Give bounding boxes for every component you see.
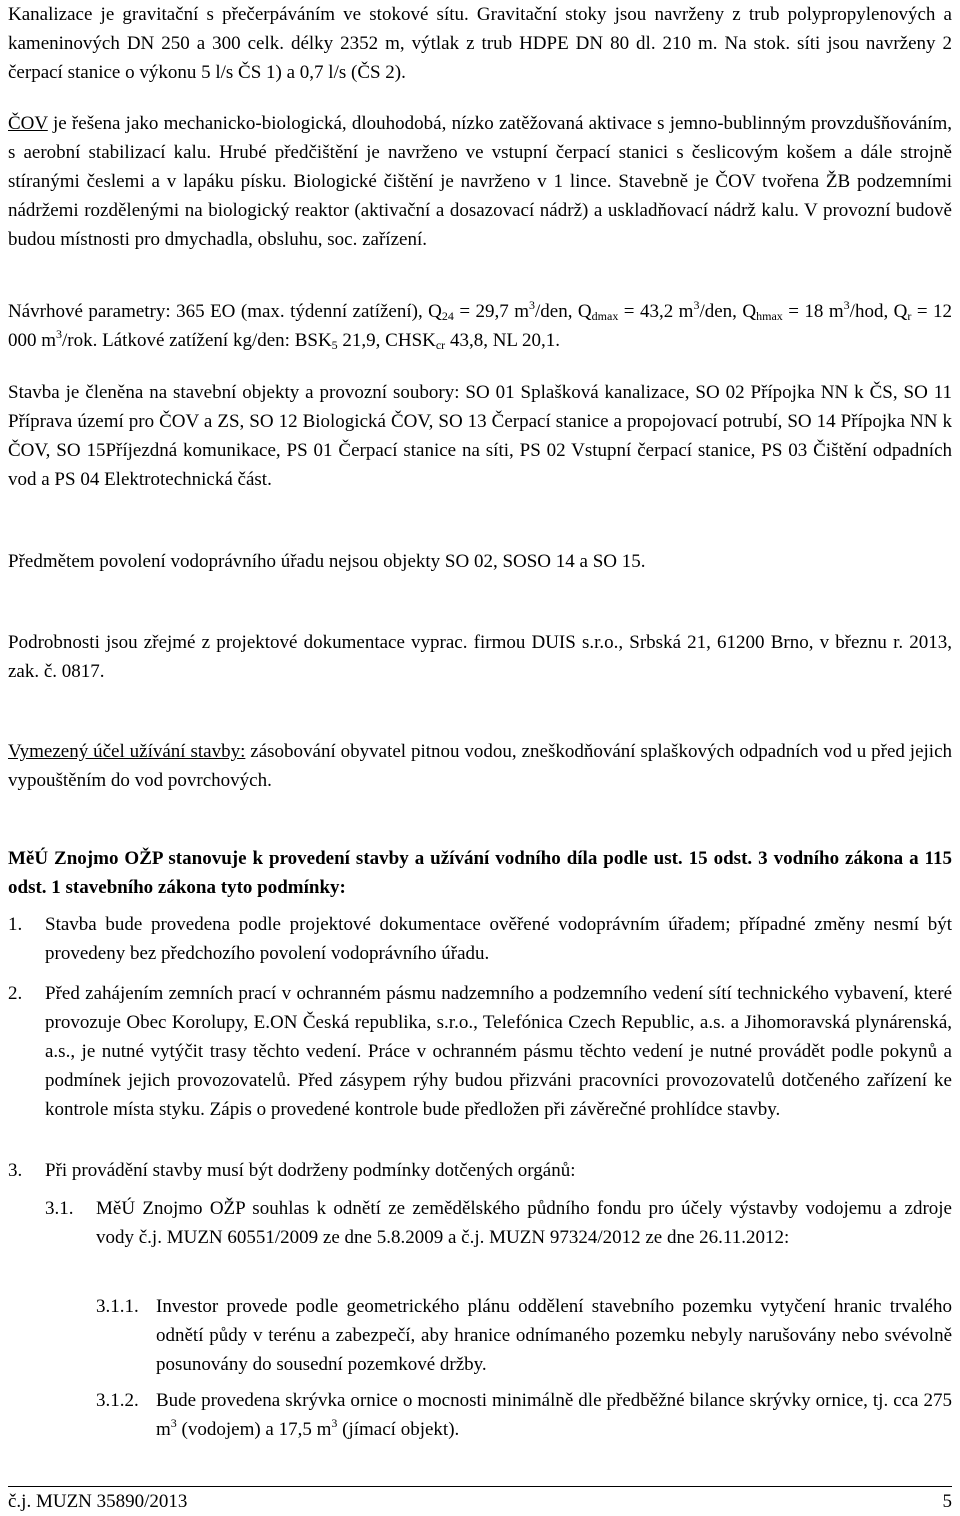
list-item: Stavba bude provedena podle projektové dokumentace ověřené vodoprávním úřadem; případné změny nesmí být provedeny bez předchozího povolení vodoprávního úřadu. — [45, 914, 952, 964]
paragraph-wwtp: ČOV je řešena jako mechanicko-biologická, dlouhodobá, nízko zatěžovaná aktivace s jemno-bublinným provzdušňováním, s aerobní stabilizací kalu. Hrubé předčištění je navrženo ve vstupní čerpací stanici s česlicovým košem a dále strojně stíranými česlemi a v lapáku písku. Biologické čištění je navrženo v 1 lince. Stavebně je ČOV tvořena ŽB podzemními nádržemi rozdělenými na biologický reaktor (aktivační a dosazovací nádrž) a uskladňovací nádrž kalu. V provozní budově budou místnosti pro dmychadla, obsluhu, soc. zařízení. — [8, 113, 952, 250]
sub-item-number: 3.1. — [45, 1198, 74, 1219]
paragraph-design-parameters: Návrhové parametry: 365 EO (max. týdenní zatížení), $Q_{24} = 29,7$ $m^3$/den, $Q_{dmax} = 43,2$ $m^3$/den, $Q_{hmax} = 18$ $m^3$/hod, $Q_r = 12$ 000 $m^3$/rok. Látkové zatížení kg/den: $BSK_5$ 21,9, $CHSK_{cr}$ 43,8, NL 20,1. — [8, 298, 953, 352]
sub-item-number: 3.1.2. — [96, 1390, 139, 1411]
list-item-number: 2. — [8, 983, 23, 1004]
list-item: Při provádění stavby musí být dodrženy podmínky dotčených orgánů: — [45, 1160, 576, 1181]
paragraph-project-documentation: Podrobnosti jsou zřejmé z projektové dokumentace vyprac. firmou DUIS s.r.o., Srbská 21, 61200 Brno, v březnu r. 2013, zak. č. 0817. — [8, 632, 952, 682]
list-item-number: 3. — [8, 1160, 23, 1181]
paragraph-building-objects: Stavba je členěna na stavební objekty a provozní soubory: SO 01 Splašková kanalizace, SO 02 Přípojka NN k ČS, SO 11 Příprava území pro ČOV a ZS, SO 12 Biologická ČOV, SO 13 Čerpací stanice a propojovací potrubí, SO 14 Přípojka NN k ČOV, SO 15Příjezdná komunikace, PS 01 Čerpací stanice na síti, PS 02 Vstupní čerpací stanice, PS 03 Čištění odpadních vod a PS 04 Elektrotechnická část. — [8, 382, 952, 490]
sub-item-number: 3.1.1. — [96, 1296, 139, 1317]
list-item-number: 1. — [8, 914, 23, 935]
sub-item-3-1: MěÚ Znojmo OŽP souhlas k odnětí ze zemědělského půdního fondu pro účely výstavby vodojemu a zdroje vody č.j. MUZN 60551/2009 ze dne 5.8.2009 a č.j. MUZN 97324/2012 ze dne 26.11.2012: — [96, 1198, 952, 1248]
paragraph-sewerage: Kanalizace je gravitační s přečerpáváním ve stokové sítu. Gravitační stoky jsou navrženy z trub polypropylenových a kameninových DN 250 a 300 celk. délky 2352 m, výtlak z trub HDPE DN 80 dl. 210 m. Na stok. síti jsou navrženy 2 čerpací stanice o výkonu 5 l/s ČS 1) a 0,7 l/s (ČS 2). — [8, 4, 952, 83]
wwtp-abbrev: ČOV — [8, 113, 48, 134]
paragraph-purpose: Vymezený účel užívání stavby: zásobování obyvatel pitnou vodou, zneškodňování splaškových odpadních vod u před jejich vypouštěním do vod povrchových. — [8, 741, 952, 791]
document-reference: č.j. MUZN 35890/2013 — [8, 1491, 188, 1512]
page-number: 5 — [942, 1491, 952, 1512]
sub-item-3-1-2: Bude provedena skrývka ornice o mocnosti minimálně dle předběžné bilance skrývky ornice, tj. cca 275 $m^3$ (vodojem) a 17,5 $m^3$ (jímací objekt). — [156, 1390, 952, 1440]
page-footer — [8, 1486, 952, 1511]
conditions-heading: MěÚ Znojmo OŽP stanovuje k provedení stavby a užívání vodního díla podle ust. 15 odst. 3 vodního zákona a 115 odst. 1 stavebního zákona tyto podmínky: — [8, 848, 952, 898]
paragraph-excluded-objects: Předmětem povolení vodoprávního úřadu nejsou objekty SO 02, SOSO 14 a SO 15. — [8, 551, 646, 572]
list-item: Před zahájením zemních prací v ochranném pásmu nadzemního a podzemního vedení sítí technického vybavení, které provozuje Obec Korolupy, E.ON Česká republika, s.r.o., Telefónica Czech Republic, a.s. a Jihomoravská plynárenská, a.s., je nutné vytýčit trasy těchto vedení. Práce v ochranném pásmu těchto vedení je nutné provádět podle pokynů a podmínek jejich provozovatelů. Před zásypem rýhy budou přizváni pracovníci provozovatelů dotčeného zařízení ke kontrole místa styku. Zápis o provedené kontrole bude předložen při závěrečné prohlídce stavby. — [45, 983, 952, 1120]
purpose-label: Vymezený účel užívání stavby: — [8, 741, 246, 762]
sub-item-3-1-1: Investor provede podle geometrického plánu oddělení stavebního pozemku vytyčení hranic trvalého odnětí půdy v terénu a zabezpečí, aby hranice odnímaného pozemku nebyly narušovány nebo svévolně posunovány do sousední pozemkové držby. — [156, 1296, 952, 1375]
